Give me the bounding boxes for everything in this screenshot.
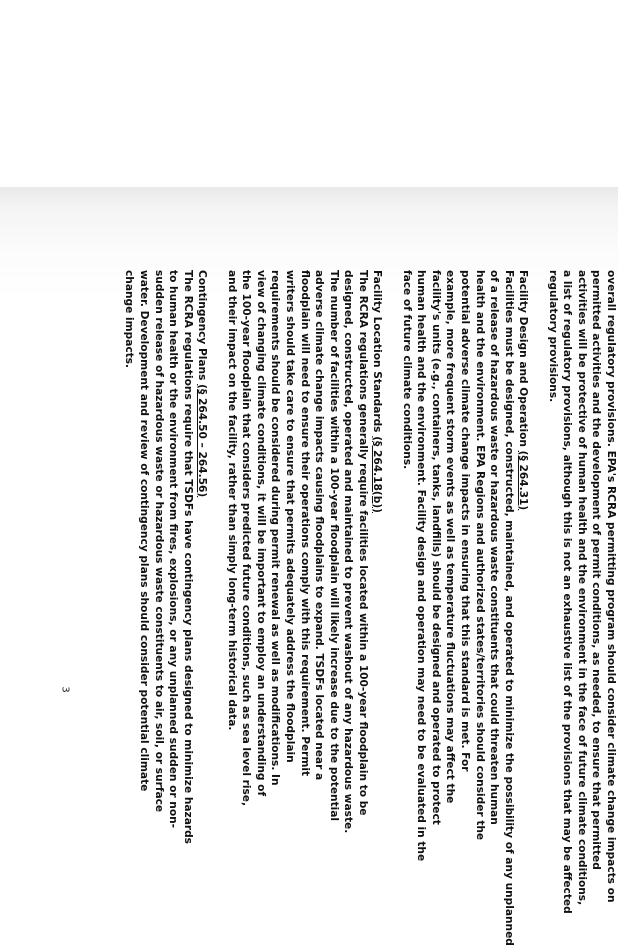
text-line: Facilities must be designed, constructed, maintained, and operated to minimize the possibility of any unplanned bbox=[502, 270, 515, 946]
regulation-reference: (§ 264.31) bbox=[517, 450, 530, 511]
text-line: the 100-year floodplain that considers predicted future conditions, such as sea level rise, bbox=[240, 270, 253, 807]
text-line: floodplain will need to ensure their operations comply with this requirement. Permit bbox=[298, 270, 311, 777]
text-line: The RCRA regulations generally require facilities located within a 100-year floodplain to be bbox=[356, 270, 369, 816]
text-line: of a release of hazardous waste or hazardous waste constituents that could threaten human bbox=[488, 270, 501, 825]
text-line: designed, constructed, operated and maintained to prevent washout of any hazardous waste. bbox=[342, 270, 355, 834]
section-heading: Facility Design and Operation (§ 264.31) bbox=[517, 270, 530, 511]
text-line: water. Development and review of contingency plans should consider potential climate bbox=[138, 270, 150, 792]
text-line: facility's units (e.g., containers, tanks, landfills) should be designed and operated to protect bbox=[429, 270, 442, 825]
text-line: health and the environment. EPA Regions and authorized states/territories should consider the bbox=[473, 270, 486, 841]
section-heading: Facility Location Standards (§ 264.18(b)) bbox=[371, 270, 384, 514]
text-line: sudden release of hazardous waste or hazardous waste constituents to air, soil, or surface bbox=[152, 270, 165, 813]
text-line: view of changing climate conditions, it will be important to employ an understanding of bbox=[254, 270, 267, 797]
document-body bbox=[122, 270, 618, 946]
text-line: face of future climate conditions. bbox=[400, 270, 413, 470]
text-line: and their impact on the facility, rather than simply long-term historical data. bbox=[225, 270, 238, 731]
text-line: The number of facilities within a 100-year floodplain will likely increase due to the potential bbox=[327, 270, 340, 822]
text-line: to human health or the environment from fires, explosions, or any unplanned sudden or non- bbox=[167, 270, 180, 829]
text-line: writers should take care to ensure that permits adequately address the floodplain bbox=[283, 270, 296, 763]
text-line: regulatory provisions. bbox=[546, 270, 559, 403]
intro-paragraph bbox=[545, 270, 618, 914]
page-number: 3 bbox=[59, 686, 71, 693]
text-line: permitted activities and the development of permit conditions, as needed, to ensure that permitted bbox=[590, 270, 603, 870]
regulation-reference: (§ 264.18(b)) bbox=[371, 436, 384, 514]
section-facility-design bbox=[399, 270, 530, 946]
regulation-reference: (§ 264.50 – 264.56) bbox=[196, 384, 209, 498]
section-heading: Contingency Plans (§ 264.50 – 264.56) bbox=[196, 270, 209, 498]
blank-page-area bbox=[0, 0, 618, 187]
text-line: requirements should be considered during permit renewal as well as modifications. In bbox=[269, 270, 282, 786]
section-facility-location bbox=[224, 270, 385, 890]
text-line: The RCRA regulations require that TSDFs have contingency plans designed to minimize hazards bbox=[181, 270, 194, 844]
text-line: activities will be protective of human health and the environment in the face of future climate conditions, bbox=[575, 270, 588, 906]
text-line: human health and the environment. Facility design and operation may need to be evaluated in the bbox=[415, 270, 428, 862]
text-line: overall regulatory provisions. EPA's RCRA permitting program should consider climate change impacts on bbox=[605, 270, 617, 903]
section-contingency-plans bbox=[122, 270, 210, 890]
text-line: adverse climate change impacts causing floodplains to expand. TSDFs located near a bbox=[313, 270, 326, 781]
text-line: example, more frequent storm events as well as temperature fluctuations may affect the bbox=[444, 270, 457, 804]
text-line: potential adverse climate change impacts in ensuring that this standard is met. For bbox=[459, 270, 472, 772]
text-line: change impacts. bbox=[123, 270, 136, 369]
text-line: a list of regulatory provisions, although this is not an exhaustive list of the provisions that may be affected bbox=[561, 270, 574, 914]
